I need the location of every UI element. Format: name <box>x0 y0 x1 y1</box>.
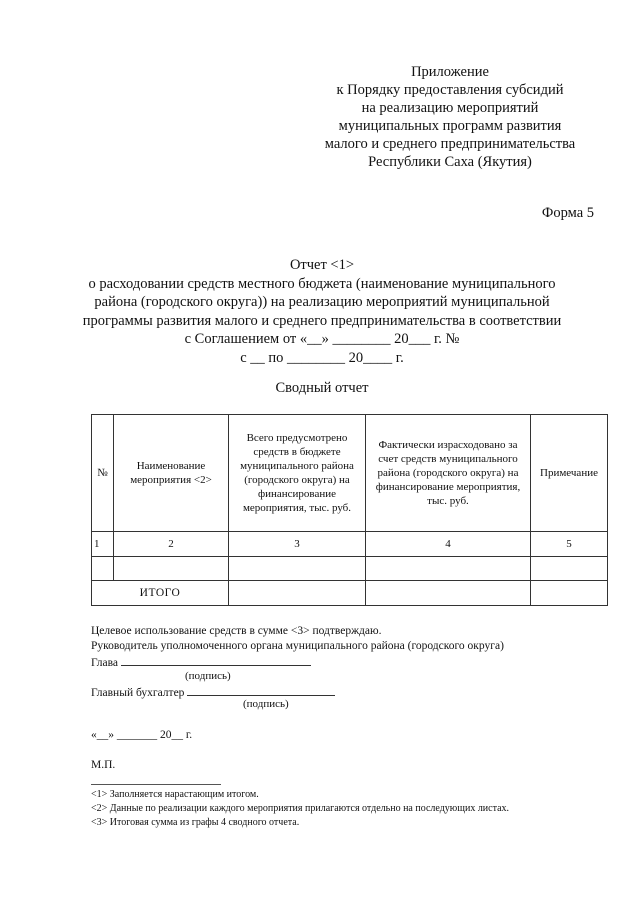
table-cell <box>531 557 608 581</box>
column-number: 5 <box>531 532 608 557</box>
report-title-line: о расходовании средств местного бюджета (наименование муниципального <box>88 275 556 292</box>
summary-title: Сводный отчет <box>275 380 369 396</box>
table-cell <box>229 557 366 581</box>
head-signature-hint: (подпись) <box>185 670 231 682</box>
stamp-place: М.П. <box>91 759 116 771</box>
footnote: <2> Данные по реализации каждого мероприятия прилагаются отдельно на последующих листах. <box>91 803 510 814</box>
approval-line: муниципальных программ развития <box>338 118 562 134</box>
table-row <box>92 557 608 581</box>
spacer <box>91 671 611 684</box>
total-cell <box>229 581 366 606</box>
footnote-divider <box>91 784 221 785</box>
footnote: <3> Итоговая сумма из графы 4 сводного отчета. <box>91 817 300 828</box>
approval-line: малого и среднего предпринимательства <box>324 136 576 152</box>
header-number: № <box>92 415 114 532</box>
summary-table <box>91 414 608 606</box>
header-actual-spent: Фактически израсходовано за счет средств муниципального района (городского округа) на финансирование мероприятия, тыс. руб. <box>366 415 531 532</box>
approval-line: на реализацию мероприятий <box>361 100 539 116</box>
report-title-line: с __ по ________ 20____ г. <box>240 349 404 366</box>
date-line: «__» _______ 20__ г. <box>91 729 193 741</box>
header-planned-funds: Всего предусмотрено средств в бюджете муниципального района (городского округа) на финансирование мероприятия, тыс. руб. <box>229 415 366 532</box>
column-number: 4 <box>366 532 531 557</box>
accountant-signature-field <box>187 684 335 696</box>
table-cell <box>366 557 531 581</box>
header-activity-name: Наименование мероприятия <2> <box>114 415 229 532</box>
total-label: ИТОГО <box>92 581 229 606</box>
header-note: Примечание <box>531 415 608 532</box>
report-title-line: Отчет <1> <box>289 257 355 273</box>
signature-block <box>91 624 611 701</box>
head-of-body-text: Руководитель уполномоченного органа муниципального района (городского округа) <box>91 640 504 652</box>
report-title-line: программы развития малого и среднего предпринимательства в соответствии <box>82 312 562 329</box>
column-number: 3 <box>229 532 366 557</box>
report-title-line: района (городского округа)) на реализацию мероприятий муниципальной <box>94 294 550 310</box>
approval-block <box>300 63 600 171</box>
table-header-row <box>92 415 608 532</box>
approval-line: к Порядку предоставления субсидий <box>336 82 564 98</box>
accountant-label: Главный бухгалтер <box>91 687 185 699</box>
head-signature-field <box>121 654 311 666</box>
column-number-row <box>92 532 608 557</box>
total-cell <box>366 581 531 606</box>
form-number: Форма 5 <box>541 205 594 221</box>
total-cell <box>531 581 608 606</box>
footnote: <1> Заполняется нарастающим итогом. <box>91 789 259 800</box>
approval-line: Республики Саха (Якутия) <box>368 154 532 170</box>
report-title <box>60 256 584 367</box>
column-number: 2 <box>114 532 229 557</box>
confirm-text: Целевое использование средств в сумме <3> подтверждаю. <box>91 625 382 637</box>
head-label: Глава <box>91 657 119 669</box>
accountant-line <box>91 684 611 701</box>
total-row <box>92 581 608 606</box>
column-number: 1 <box>92 532 114 557</box>
table-cell <box>114 557 229 581</box>
accountant-signature-hint: (подпись) <box>243 698 289 710</box>
footnotes <box>91 788 509 830</box>
table-cell <box>92 557 114 581</box>
approval-line: Приложение <box>411 64 489 80</box>
report-title-line: с Соглашением от «__» ________ 20___ г. № <box>184 331 460 347</box>
head-line <box>91 654 611 671</box>
